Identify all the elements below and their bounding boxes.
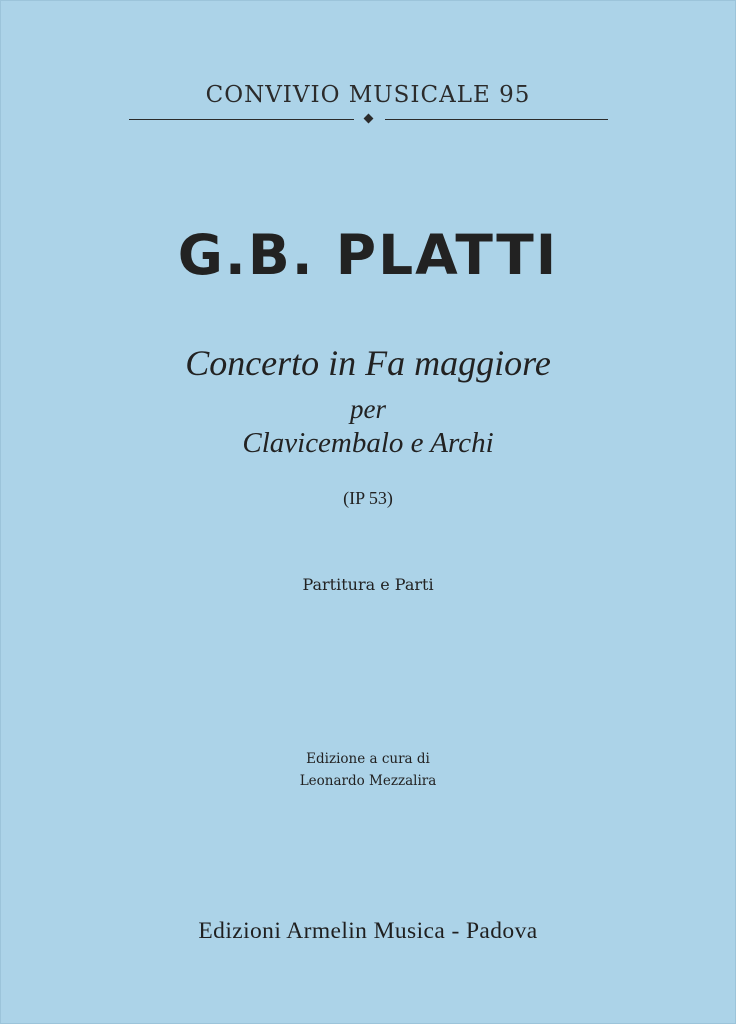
- diamond-ornament-icon: [364, 114, 374, 124]
- work-instruments: Clavicembalo e Archi: [242, 427, 494, 459]
- publication-format: Partitura e Parti: [302, 575, 434, 594]
- ornamental-rule-right: [385, 119, 608, 120]
- work-for: per: [350, 394, 386, 424]
- series-title: CONVIVIO MUSICALE 95: [205, 82, 531, 108]
- editor-name: Leonardo Mezzalira: [299, 773, 437, 789]
- work-title: Concerto in Fa maggiore: [185, 343, 551, 383]
- catalog-number: (IP 53): [343, 488, 393, 508]
- publisher-name: Edizioni Armelin Musica - Padova: [198, 918, 538, 944]
- ornamental-rule-left: [129, 119, 354, 120]
- edition-label: Edizione a cura di: [306, 751, 430, 767]
- composer-name: G.B. PLATTI: [177, 223, 559, 287]
